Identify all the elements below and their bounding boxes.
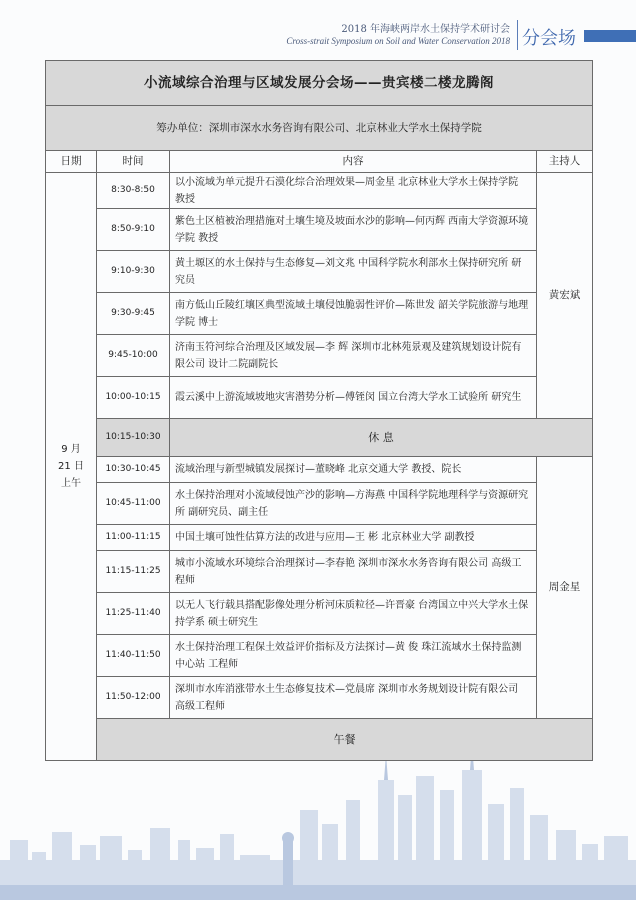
page-header — [0, 18, 636, 58]
column-header-content: 内容 — [170, 151, 537, 173]
header-divider — [517, 20, 518, 50]
table-row — [46, 593, 593, 635]
break-row — [46, 419, 593, 457]
time-cell: 8:30-8:50 — [97, 173, 170, 209]
table-row — [46, 251, 593, 293]
table-row — [46, 293, 593, 335]
column-header-date: 日期 — [46, 151, 97, 173]
organizer-line: 筹办单位：深圳市深水水务咨询有限公司、北京林业大学水土保持学院 — [46, 106, 593, 151]
talk-cell: 济南玉符河综合治理及区域发展—李 辉 深圳市北林苑景观及建筑规划设计院有限公司 设计二院副院长 — [170, 335, 537, 377]
talk-cell: 中国土壤可蚀性估算方法的改进与应用—王 彬 北京林业大学 副教授 — [170, 525, 537, 551]
host-cell-morning-1: 黄宏斌 — [537, 173, 593, 419]
conference-title-cn: 2018 年海峡两岸水土保持学术研讨会 — [341, 24, 510, 35]
talk-cell: 城市小流域水环境综合治理探讨—李春艳 深圳市深水水务咨询有限公司 高级工程师 — [170, 551, 537, 593]
table-row — [46, 377, 593, 419]
talk-cell: 南方低山丘陵红壤区典型流域土壤侵蚀脆弱性评价—陈世发 韶关学院旅游与地理学院 博士 — [170, 293, 537, 335]
city-skyline-illustration — [0, 740, 636, 900]
table-row — [46, 335, 593, 377]
talk-cell: 水土保持治理工程保土效益评价指标及方法探讨—黄 俊 珠江流域水土保持监测中心站 工程师 — [170, 635, 537, 677]
lunch-row — [46, 719, 593, 761]
column-header-row — [46, 151, 593, 173]
lunch-label: 午餐 — [97, 719, 593, 761]
table-row — [46, 635, 593, 677]
break-time-cell: 10:15-10:30 — [97, 419, 170, 457]
time-cell: 9:45-10:00 — [97, 335, 170, 377]
time-cell: 11:25-11:40 — [97, 593, 170, 635]
talk-cell: 流域治理与新型城镇发展探讨—董晓峰 北京交通大学 教授、院长 — [170, 457, 537, 483]
host-cell-morning-2: 周金星 — [537, 457, 593, 719]
table-row — [46, 209, 593, 251]
time-cell: 9:10-9:30 — [97, 251, 170, 293]
header-accent-bar — [584, 30, 636, 42]
time-cell: 10:45-11:00 — [97, 483, 170, 525]
time-cell: 8:50-9:10 — [97, 209, 170, 251]
time-cell: 10:00-10:15 — [97, 377, 170, 419]
time-cell: 11:15-11:25 — [97, 551, 170, 593]
time-cell: 11:40-11:50 — [97, 635, 170, 677]
table-row — [46, 457, 593, 483]
conference-title-en: Cross-strait Symposium on Soil and Water Conservation 2018 — [286, 36, 510, 46]
talk-cell: 黄土塬区的水土保持与生态修复—刘文兆 中国科学院水利部水土保持研究所 研究员 — [170, 251, 537, 293]
break-label: 休 息 — [170, 419, 593, 457]
table-row — [46, 551, 593, 593]
date-cell — [46, 173, 97, 761]
time-cell: 11:50-12:00 — [97, 677, 170, 719]
date-period: 上午 — [61, 478, 81, 489]
talk-cell: 以无人飞行载具搭配影像处理分析河床质粒径—许晋豪 台湾国立中兴大学水土保持学系 硕士研究生 — [170, 593, 537, 635]
section-title: 分会场 — [522, 28, 576, 49]
schedule-table — [45, 60, 593, 761]
date-month: 9 月 — [61, 444, 81, 455]
table-row — [46, 677, 593, 719]
column-header-time: 时间 — [97, 151, 170, 173]
time-cell: 11:00-11:15 — [97, 525, 170, 551]
talk-cell: 以小流域为单元提升石漠化综合治理效果—周金星 北京林业大学水土保持学院 教授 — [170, 173, 537, 209]
talk-cell: 水土保持治理对小流域侵蚀产沙的影响—方海燕 中国科学院地理科学与资源研究所 副研究员、副主任 — [170, 483, 537, 525]
talk-cell: 霞云溪中上游流域坡地灾害潜势分析—傅铚闵 国立台湾大学水工试验所 研究生 — [170, 377, 537, 419]
time-cell: 10:30-10:45 — [97, 457, 170, 483]
table-row — [46, 483, 593, 525]
table-row — [46, 525, 593, 551]
date-day: 21 日 — [58, 461, 84, 472]
table-row — [46, 173, 593, 209]
column-header-host: 主持人 — [537, 151, 593, 173]
talk-cell: 紫色土区植被治理措施对土壤生境及坡面水沙的影响—何丙辉 西南大学资源环境学院 教授 — [170, 209, 537, 251]
time-cell: 9:30-9:45 — [97, 293, 170, 335]
talk-cell: 深圳市水库消涨带水土生态修复技术—党晨席 深圳市水务规划设计院有限公司 高级工程师 — [170, 677, 537, 719]
session-title: 小流域综合治理与区域发展分会场——贵宾楼二楼龙腾阁 — [46, 61, 593, 106]
